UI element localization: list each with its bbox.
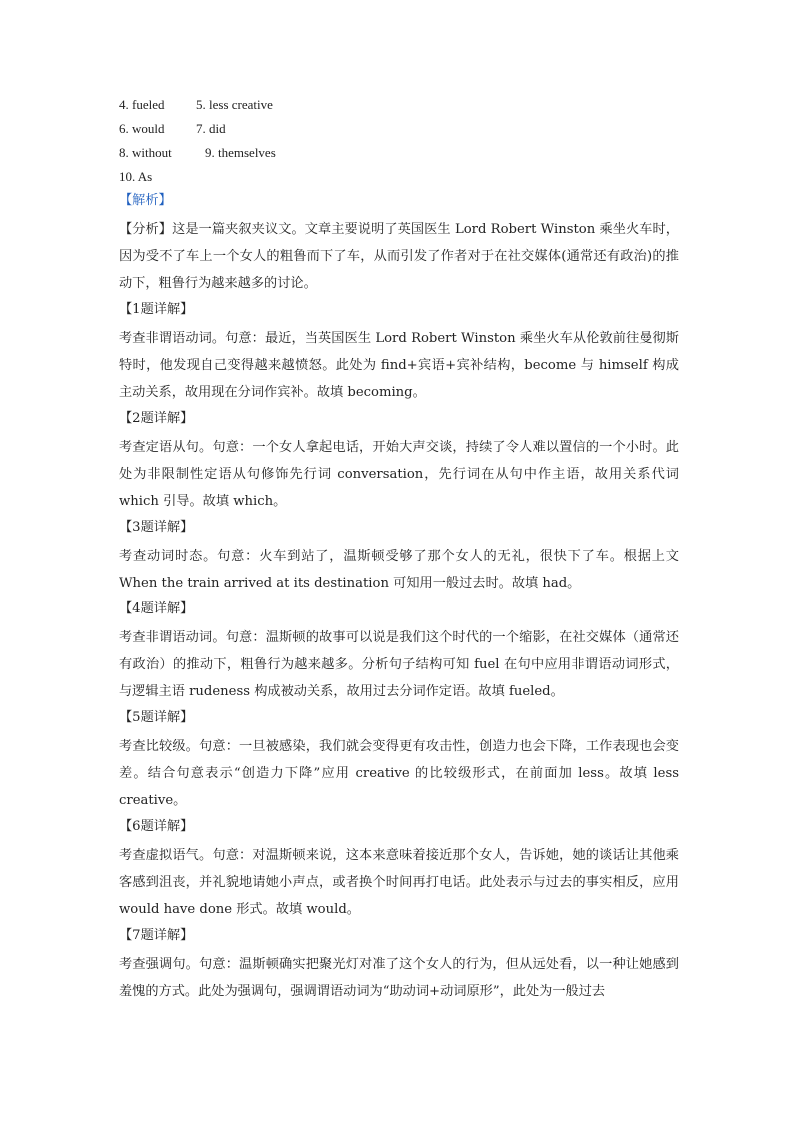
answer-row-4	[119, 169, 152, 185]
answer-7: 7. did	[196, 121, 226, 136]
answer-row-1	[119, 97, 273, 113]
detail-6-text: 考查虚拟语气。句意：对温斯顿来说，这本来意味着接近那个女人，告诉她，她的谈话让其他乘客感到沮丧，并礼貌地请她小声点，或者换个时间再打电话。此处表示与过去的事实相反，应用 would have done 形式。故填 would。	[119, 848, 679, 918]
detail-7-text: 考查强调句。句意：温斯顿确实把聚光灯对准了这个女人的行为，但从远处看，以一种让她感到羞愧的方式。此处为强调句，强调谓语动词为“助动词+动词原形”，此处为一般过去	[119, 957, 679, 1000]
detail-1-heading: 【1题详解】	[119, 302, 194, 317]
analysis-heading: 【解析】	[119, 193, 172, 208]
detail-2-heading: 【2题详解】	[119, 411, 194, 426]
answer-row-3	[119, 145, 276, 161]
detail-5-text: 考查比较级。句意：一旦被感染，我们就会变得更有攻击性，创造力也会下降，工作表现也会变差。结合句意表示“创造力下降”应用 creative 的比较级形式，在前面加 less。故填 less creative。	[119, 739, 679, 809]
detail-6-heading: 【6题详解】	[119, 819, 194, 834]
detail-4-text: 考查非谓语动词。句意：温斯顿的故事可以说是我们这个时代的一个缩影，在社交媒体（通常还有政治）的推动下，粗鲁行为越来越多。分析句子结构可知 fuel 在句中应用非谓语动词形式，与逻辑主语 rudeness 构成被动关系，故用过去分词作定语。故填 fueled。	[119, 630, 679, 700]
summary-paragraph: 【分析】这是一篇夹叙夹议文。文章主要说明了英国医生 Lord Robert Winston 乘坐火车时，因为受不了车上一个女人的粗鲁而下了车，从而引发了作者对于在社交媒体(通常还有政治)的推动下，粗鲁行为越来越多的讨论。	[119, 222, 679, 292]
detail-2-text: 考查定语从句。句意：一个女人拿起电话，开始大声交谈，持续了令人难以置信的一个小时。此处为非限制性定语从句修饰先行词 conversation，先行词在从句中作主语，故用关系代词 which 引导。故填 which。	[119, 440, 679, 510]
answer-8: 8. without	[119, 145, 172, 160]
answer-10: 10. As	[119, 169, 153, 184]
answer-row-2	[119, 121, 226, 137]
answer-6: 6. would	[119, 121, 165, 136]
answer-4: 4. fueled	[119, 97, 165, 112]
detail-1-text: 考查非谓语动词。句意：最近，当英国医生 Lord Robert Winston 乘坐火车从伦敦前往曼彻斯特时，他发现自己变得越来越愤怒。此处为 find+宾语+宾补结构，become 与 himself 构成主动关系，故用现在分词作宾补。故填 becoming。	[119, 331, 679, 401]
detail-7-heading: 【7题详解】	[119, 928, 194, 943]
detail-3-text: 考查动词时态。句意：火车到站了，温斯顿受够了那个女人的无礼，很快下了车。根据上文 When the train arrived at its destination 可知用一般过去时。故填 had。	[119, 549, 679, 592]
detail-4-heading: 【4题详解】	[119, 601, 194, 616]
detail-3-heading: 【3题详解】	[119, 520, 194, 535]
answer-9: 9. themselves	[205, 145, 276, 160]
detail-5-heading: 【5题详解】	[119, 710, 194, 725]
answer-5: 5. less creative	[196, 97, 273, 112]
